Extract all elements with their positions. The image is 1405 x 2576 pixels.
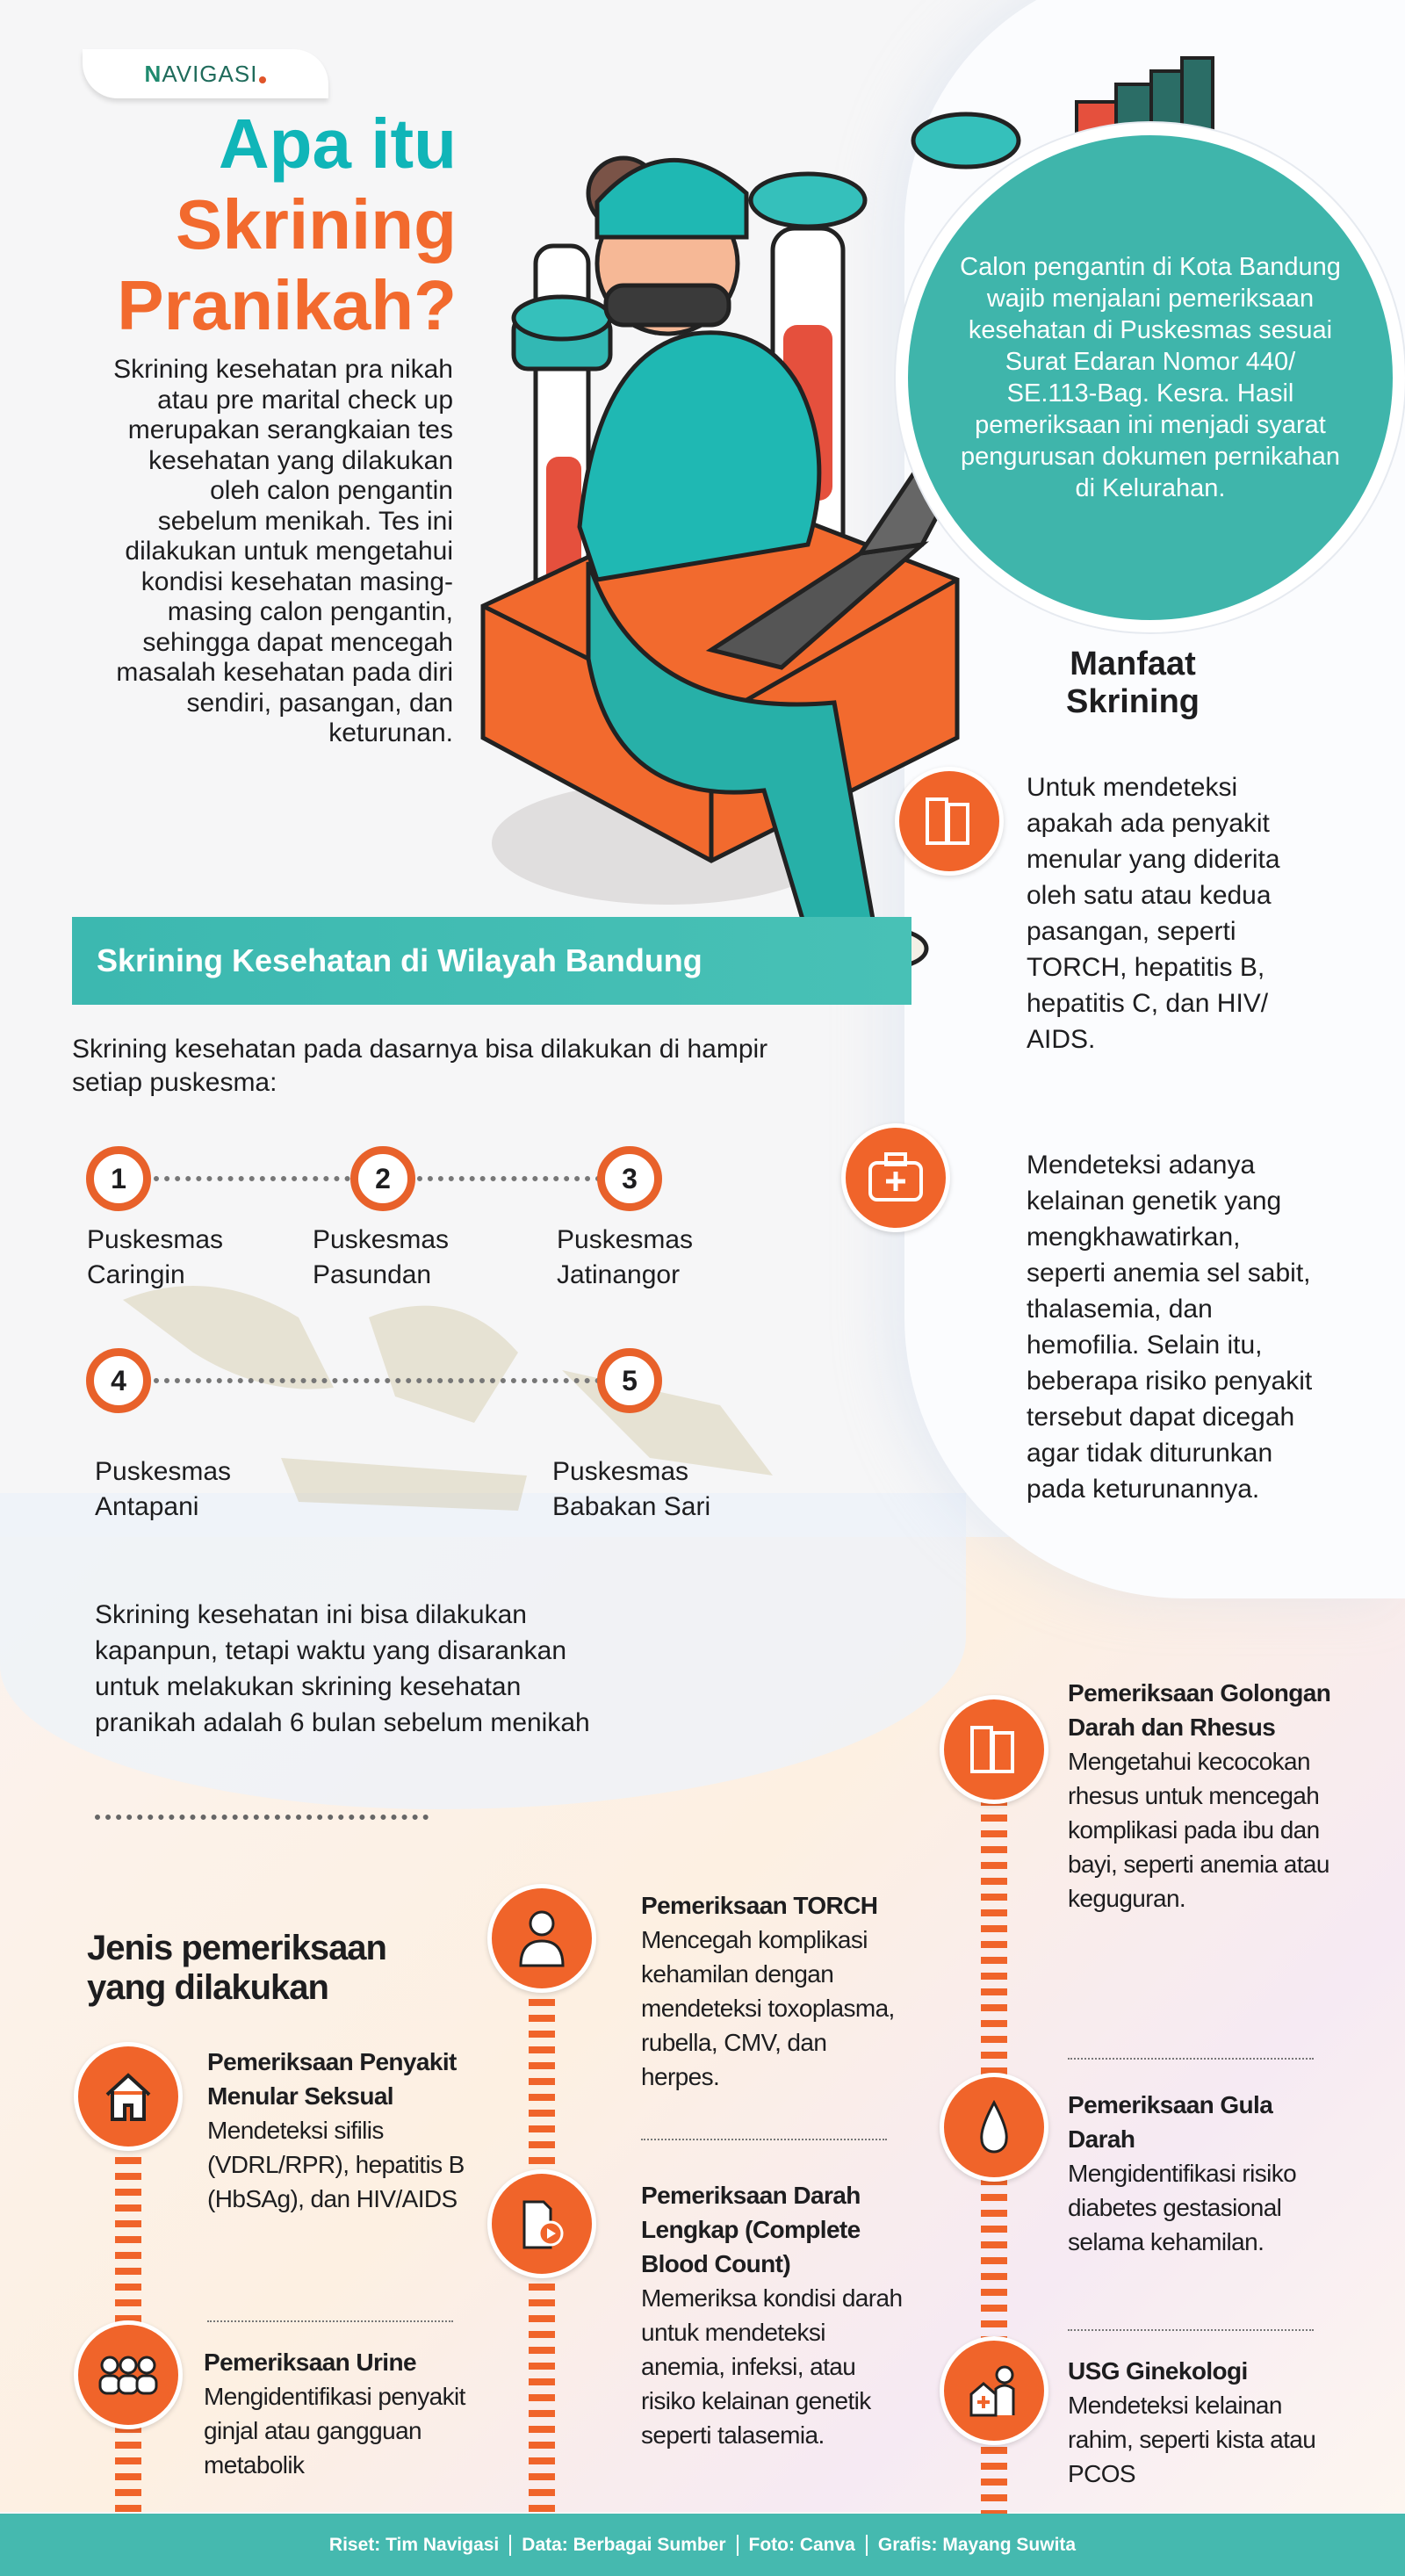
jenis-item-title: USG Ginekologi bbox=[1068, 2357, 1248, 2385]
doctor-icon bbox=[487, 1884, 596, 1993]
title-line-1: Apa itu bbox=[218, 105, 457, 183]
jenis-item bbox=[641, 2178, 904, 2452]
puskesmas-label bbox=[313, 1223, 449, 1293]
logo-text: NAVIGASI bbox=[144, 60, 258, 87]
house-icon bbox=[74, 2042, 183, 2151]
jenis-item bbox=[1068, 2088, 1331, 2259]
puskesmas-name: Caringin bbox=[87, 1260, 185, 1289]
puskesmas-number: 3 bbox=[597, 1146, 662, 1211]
divider bbox=[95, 1815, 429, 1820]
credit-grafis: Grafis: Mayang Suwita bbox=[877, 2534, 1077, 2555]
jenis-heading-line: yang dilakukan bbox=[87, 1968, 328, 2007]
puskesmas-label-line: Puskesmas bbox=[87, 1225, 224, 1254]
title-line-3: Pranikah? bbox=[117, 266, 457, 344]
intro-paragraph: Skrining kesehatan pra nikah atau pre marital check up merupakan serangkaian tes kesehatan yang dilakukan oleh calon pengantin sebelum menikah. Tes ini dilakukan untuk mengetahui kondisi kesehatan masing-masing calon pengantin, sehingga dapat mencegah masalah kesehatan pada diri sendiri, pasangan, dan keturunan. bbox=[113, 355, 453, 747]
puskesmas-label bbox=[557, 1223, 693, 1293]
jenis-item-title: Pemeriksaan Darah Lengkap (Complete Blood Count) bbox=[641, 2182, 861, 2277]
puskesmas-number: 2 bbox=[350, 1146, 415, 1211]
puskesmas-label bbox=[552, 1454, 710, 1525]
separator bbox=[866, 2535, 868, 2556]
puskesmas-label bbox=[87, 1223, 223, 1293]
puskesmas-number: 4 bbox=[86, 1348, 151, 1413]
puskesmas-name: Pasundan bbox=[313, 1260, 432, 1289]
jenis-item-desc: Mencegah komplikasi kehamilan dengan mendeteksi toxoplasma, rubella, CMV, dan herpes. bbox=[641, 1926, 895, 2090]
puskesmas-label-line: Puskesmas bbox=[557, 1225, 694, 1254]
puskesmas-name: Antapani bbox=[95, 1492, 199, 1521]
jenis-item-desc: Mendeteksi sifilis (VDRL/RPR), hepatitis B (HbSAg), dan HIV/AIDS bbox=[207, 2117, 465, 2212]
puskesmas-name: Babakan Sari bbox=[552, 1492, 711, 1521]
jenis-item-title: Pemeriksaan Gula Darah bbox=[1068, 2091, 1273, 2153]
blood-drop-icon bbox=[940, 2073, 1048, 2182]
jenis-item bbox=[207, 2045, 471, 2216]
bandung-banner bbox=[72, 917, 911, 1005]
puskesmas-name: Jatinangor bbox=[557, 1260, 681, 1289]
jenis-item-title: Pemeriksaan Penyakit Menular Seksual bbox=[207, 2048, 457, 2110]
divider bbox=[1068, 2058, 1314, 2060]
manfaat-heading: Manfaat Skrining bbox=[1065, 646, 1200, 720]
jenis-item-title: Pemeriksaan Golongan Darah dan Rhesus bbox=[1068, 1679, 1331, 1741]
puskesmas-label bbox=[95, 1454, 231, 1525]
jenis-item bbox=[204, 2345, 467, 2482]
divider bbox=[1068, 2329, 1314, 2331]
jenis-item-desc: Mengetahui kecocokan rhesus untuk mencegah komplikasi pada ibu dan bayi, seperti anemia atau keguguran. bbox=[1068, 1748, 1329, 1912]
connector-line bbox=[154, 1378, 632, 1383]
navigasi-logo bbox=[83, 49, 328, 98]
jenis-item bbox=[1068, 1676, 1331, 1916]
jenis-item bbox=[641, 1888, 904, 2094]
books-icon bbox=[940, 1695, 1048, 1804]
timeline-stripe bbox=[115, 2125, 141, 2514]
footer-credits bbox=[0, 2514, 1405, 2576]
puskesmas-number: 5 bbox=[597, 1348, 662, 1413]
document-play-icon bbox=[487, 2169, 596, 2278]
connector-line bbox=[154, 1176, 382, 1181]
clinic-person-icon bbox=[940, 2336, 1048, 2445]
puskesmas-label-line: Puskesmas bbox=[313, 1225, 450, 1254]
puskesmas-label-line: Puskesmas bbox=[95, 1457, 232, 1486]
credit-foto: Foto: Canva bbox=[748, 2534, 855, 2555]
timing-paragraph: Skrining kesehatan ini bisa dilakukan kapanpun, tetapi waktu yang disarankan untuk melakukan skrining kesehatan pranikah adalah 6 bulan sebelum menikah bbox=[95, 1600, 590, 1737]
divider bbox=[641, 2139, 887, 2140]
manfaat-item-2: Mendeteksi adanya kelainan genetik yang mengkhawatirkan, seperti anemia sel sabit, thalasemia, dan hemofilia. Selain itu, beberapa risiko penyakit tersebut dapat dicegah agar tidak diturunkan pada keturunannya. bbox=[1027, 1151, 1313, 1504]
separator bbox=[509, 2535, 511, 2556]
jenis-item-desc: Mengidentifikasi penyakit ginjal atau gangguan metabolik bbox=[204, 2383, 465, 2479]
books-icon bbox=[895, 767, 1004, 876]
jenis-item-desc: Mendeteksi kelainan rahim, seperti kista atau PCOS bbox=[1068, 2392, 1316, 2487]
callout-text: Calon pengantin di Kota Bandung wajib menjalani pemeriksaan kesehatan di Puskesmas sesuai Surat Edaran Nomor 440/ SE.113-Bag. Kesra. Hasil pemeriksaan ini menjadi syarat pengurusan dokumen pernikahan di Kelurahan. bbox=[960, 253, 1341, 502]
credit-data: Data: Berbagai Sumber bbox=[522, 2534, 726, 2555]
callout-circle bbox=[896, 123, 1405, 632]
jenis-heading-line: Jenis pemeriksaan bbox=[87, 1929, 386, 1967]
puskesmas-number: 1 bbox=[86, 1146, 151, 1211]
puskesmas-label-line: Puskesmas bbox=[552, 1457, 689, 1486]
jenis-item-desc: Mengidentifikasi risiko diabetes gestasional selama kehamilan. bbox=[1068, 2160, 1297, 2255]
bandung-intro: Skrining kesehatan pada dasarnya bisa dilakukan di hampir setiap puskesma: bbox=[72, 1035, 768, 1097]
title-line-2: Skrining bbox=[175, 185, 457, 263]
divider bbox=[207, 2320, 453, 2322]
manfaat-item-1: Untuk mendeteksi apakah ada penyakit menular yang diderita oleh satu atau kedua pasangan, seperti TORCH, hepatitis B, hepatitis C, dan HIV/ AIDS. bbox=[1027, 773, 1280, 1054]
people-icon bbox=[74, 2320, 183, 2429]
medical-kit-icon bbox=[841, 1123, 950, 1232]
jenis-item-title: Pemeriksaan TORCH bbox=[641, 1892, 878, 1919]
jenis-item bbox=[1068, 2354, 1331, 2491]
credit-riset: Riset: Tim Navigasi bbox=[328, 2534, 500, 2555]
bandung-banner-text: Skrining Kesehatan di Wilayah Bandung bbox=[97, 942, 702, 978]
jenis-item-desc: Memeriksa kondisi darah untuk mendeteksi anemia, infeksi, atau risiko kelainan genetik seperti talasemia. bbox=[641, 2284, 903, 2449]
jenis-heading bbox=[87, 1929, 386, 2008]
jenis-item-title: Pemeriksaan Urine bbox=[204, 2349, 416, 2376]
separator bbox=[737, 2535, 739, 2556]
illustration-woman-laptop bbox=[465, 88, 1027, 1019]
